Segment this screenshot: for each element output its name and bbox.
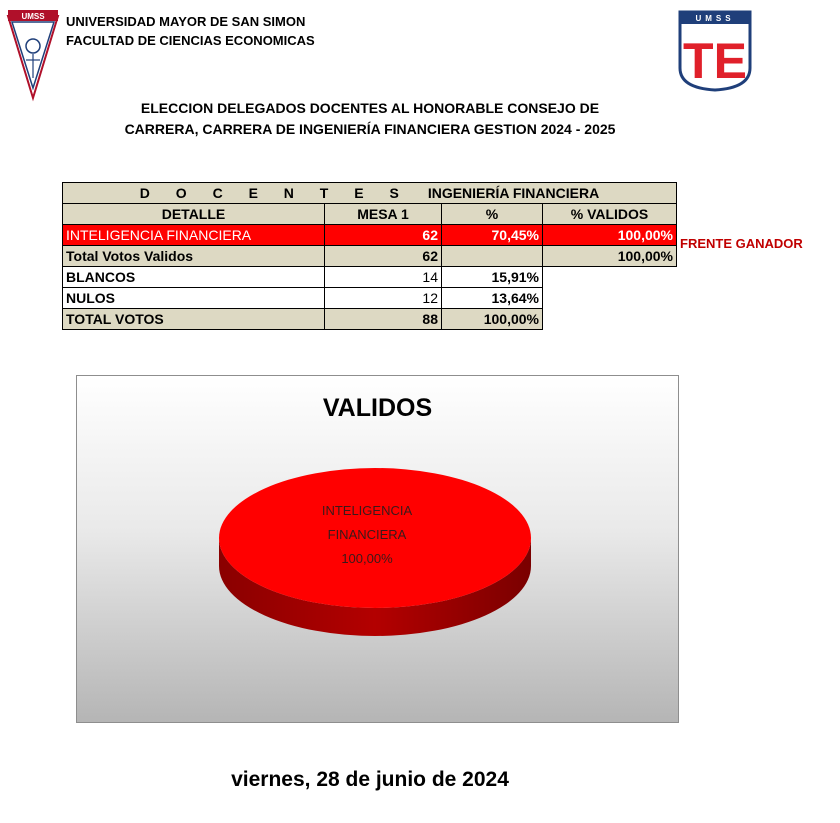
row-mesa1: 62	[325, 246, 442, 267]
col-header-pct: %	[442, 204, 543, 225]
row-mesa1: 12	[325, 288, 442, 309]
pie-chart	[77, 376, 678, 722]
table-row	[63, 246, 677, 267]
row-mesa1: 14	[325, 267, 442, 288]
election-title	[40, 98, 700, 140]
row-detalle: TOTAL VOTOS	[63, 309, 325, 330]
row-detalle: BLANCOS	[63, 267, 325, 288]
row-detalle: INTELIGENCIA FINANCIERA	[63, 225, 325, 246]
table-row	[63, 225, 677, 246]
chart-title: VALIDOS	[322, 394, 433, 422]
row-pct: 70,45%	[442, 225, 543, 246]
row-mesa1: 62	[325, 225, 442, 246]
pie-data-label: 100,00%	[341, 551, 393, 566]
row-pct: 100,00%	[442, 309, 543, 330]
section-label: D O C E N T E S	[139, 185, 410, 201]
row-pct-validos: 100,00%	[543, 225, 677, 246]
winner-note: FRENTE GANADOR	[680, 236, 803, 251]
table-section-header	[63, 183, 677, 204]
pie-data-label: INTELIGENCIA	[321, 503, 413, 518]
te-logo-letters: TE	[683, 33, 747, 89]
crest-text: UMSS	[21, 12, 45, 21]
col-header-detalle: DETALLE	[63, 204, 325, 225]
col-header-pct-validos: % VALIDOS	[543, 204, 677, 225]
title-line-1: ELECCION DELEGADOS DOCENTES AL HONORABLE CONSEJO DE	[140, 100, 600, 116]
te-logo	[676, 8, 754, 92]
institution-heading	[66, 12, 315, 50]
title-line-2: CARRERA, CARRERA DE INGENIERÍA FINANCIERA GESTION 2024 - 2025	[124, 121, 616, 137]
row-pct	[442, 246, 543, 267]
col-header-mesa1: MESA 1	[325, 204, 442, 225]
results-table	[62, 182, 677, 330]
faculty-name: FACULTAD DE CIENCIAS ECONOMICAS	[66, 33, 315, 48]
row-detalle: Total Votos Validos	[63, 246, 325, 267]
row-mesa1: 88	[325, 309, 442, 330]
column-header-row	[63, 204, 677, 225]
table-row	[63, 288, 677, 309]
validos-chart	[76, 375, 679, 723]
row-detalle: NULOS	[63, 288, 325, 309]
university-name: UNIVERSIDAD MAYOR DE SAN SIMON	[66, 14, 306, 29]
row-pct-validos: 100,00%	[543, 246, 677, 267]
table-row	[63, 309, 677, 330]
report-date: viernes, 28 de junio de 2024	[231, 768, 509, 791]
row-pct: 15,91%	[442, 267, 543, 288]
umss-crest-logo	[6, 8, 60, 102]
pie-data-label: FINANCIERA	[327, 527, 407, 542]
table-row	[63, 267, 677, 288]
career-name: INGENIERÍA FINANCIERA	[427, 185, 600, 201]
te-logo-caption: UMSS	[695, 14, 735, 23]
row-pct: 13,64%	[442, 288, 543, 309]
